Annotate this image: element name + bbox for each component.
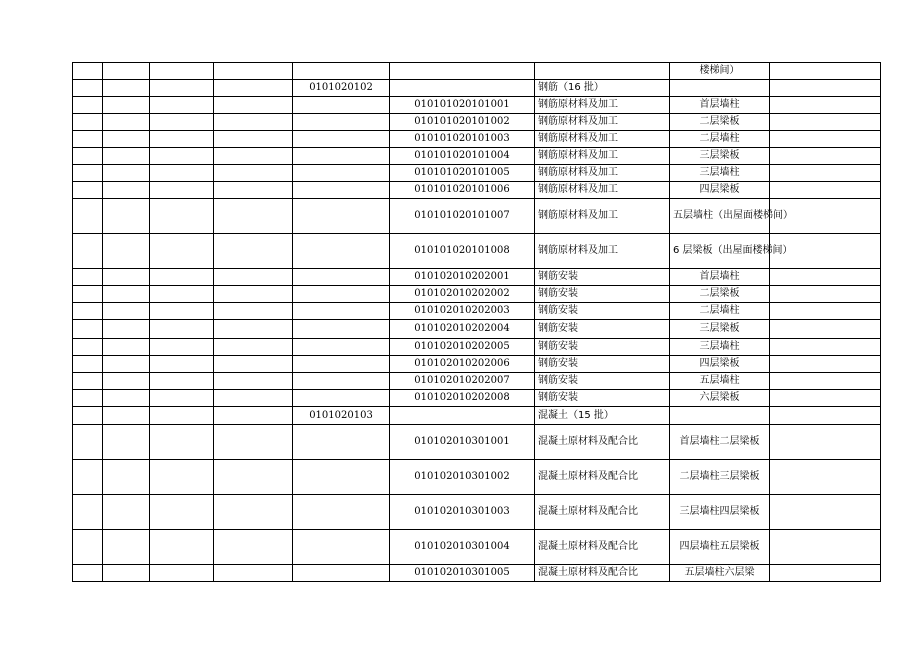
blank-cell-8 <box>770 530 881 565</box>
blank-cell-0 <box>73 63 103 80</box>
blank-cell-8 <box>770 356 881 373</box>
blank-cell-0 <box>73 303 103 320</box>
blank-cell-1 <box>103 530 150 565</box>
blank-cell-1 <box>103 303 150 320</box>
blank-cell-2 <box>150 182 214 199</box>
blank-cell-2 <box>150 80 214 97</box>
blank-cell-1 <box>103 356 150 373</box>
blank-cell-0 <box>73 148 103 165</box>
blank-cell-2 <box>150 131 214 148</box>
blank-cell-1 <box>103 63 150 80</box>
table-row <box>73 148 881 165</box>
blank-cell-8 <box>770 460 881 495</box>
batch-name: 钢筋安装 <box>535 373 670 390</box>
table-row <box>73 234 881 269</box>
batch-location: 楼梯间） <box>670 63 770 80</box>
batch-name: 混凝土（15 批） <box>535 407 670 425</box>
blank-cell-3 <box>214 390 293 407</box>
batch-code <box>390 80 535 97</box>
table-row <box>73 373 881 390</box>
batch-name <box>535 63 670 80</box>
table-row <box>73 165 881 182</box>
batch-name: 钢筋原材料及加工 <box>535 114 670 131</box>
blank-cell-8 <box>770 80 881 97</box>
sub-item-code: 0101020102 <box>293 80 390 97</box>
blank-cell-8 <box>770 182 881 199</box>
blank-cell-1 <box>103 148 150 165</box>
blank-cell-0 <box>73 530 103 565</box>
table-row <box>73 495 881 530</box>
table-row <box>73 114 881 131</box>
sub-item-code <box>293 390 390 407</box>
batch-code: 010102010301004 <box>390 530 535 565</box>
blank-cell-8 <box>770 565 881 582</box>
batch-location: 四层墙柱五层梁板 <box>670 530 770 565</box>
batch-name: 钢筋原材料及加工 <box>535 148 670 165</box>
blank-cell-3 <box>214 425 293 460</box>
blank-cell-0 <box>73 495 103 530</box>
blank-cell-2 <box>150 165 214 182</box>
blank-cell-0 <box>73 373 103 390</box>
sub-item-code <box>293 356 390 373</box>
batch-name: 混凝土原材料及配合比 <box>535 425 670 460</box>
blank-cell-2 <box>150 234 214 269</box>
blank-cell-1 <box>103 131 150 148</box>
blank-cell-2 <box>150 303 214 320</box>
blank-cell-0 <box>73 565 103 582</box>
blank-cell-0 <box>73 97 103 114</box>
batch-code: 010102010202005 <box>390 339 535 356</box>
batch-code: 010102010301003 <box>390 495 535 530</box>
blank-cell-3 <box>214 339 293 356</box>
batch-location: 三层梁板 <box>670 148 770 165</box>
batch-code: 010101020101005 <box>390 165 535 182</box>
blank-cell-0 <box>73 320 103 339</box>
blank-cell-3 <box>214 114 293 131</box>
batch-location: 六层梁板 <box>670 390 770 407</box>
blank-cell-1 <box>103 165 150 182</box>
table-row <box>73 63 881 80</box>
batch-location: 二层墙柱 <box>670 131 770 148</box>
sub-item-code <box>293 148 390 165</box>
table-row <box>73 286 881 303</box>
batch-name: 钢筋原材料及加工 <box>535 234 670 269</box>
table-row <box>73 80 881 97</box>
blank-cell-0 <box>73 234 103 269</box>
table-row <box>73 97 881 114</box>
blank-cell-0 <box>73 131 103 148</box>
blank-cell-1 <box>103 460 150 495</box>
batch-name: 钢筋安装 <box>535 320 670 339</box>
table-row <box>73 320 881 339</box>
batch-location <box>670 407 770 425</box>
table-row <box>73 199 881 234</box>
blank-cell-0 <box>73 269 103 286</box>
blank-cell-0 <box>73 356 103 373</box>
sub-item-code <box>293 286 390 303</box>
batch-name: 混凝土原材料及配合比 <box>535 565 670 582</box>
blank-cell-1 <box>103 373 150 390</box>
blank-cell-1 <box>103 425 150 460</box>
batch-code: 010101020101001 <box>390 97 535 114</box>
blank-cell-2 <box>150 565 214 582</box>
batch-name: 钢筋安装 <box>535 286 670 303</box>
blank-cell-3 <box>214 495 293 530</box>
batch-code: 010102010202007 <box>390 373 535 390</box>
batch-name: 混凝土原材料及配合比 <box>535 495 670 530</box>
sub-item-code <box>293 234 390 269</box>
batch-location: 二层墙柱三层梁板 <box>670 460 770 495</box>
table-body <box>73 63 881 582</box>
sub-item-code <box>293 373 390 390</box>
blank-cell-3 <box>214 80 293 97</box>
batch-location: 首层墙柱 <box>670 97 770 114</box>
blank-cell-0 <box>73 460 103 495</box>
batch-location: 二层梁板 <box>670 114 770 131</box>
blank-cell-2 <box>150 356 214 373</box>
batch-name: 钢筋原材料及加工 <box>535 199 670 234</box>
blank-cell-8 <box>770 495 881 530</box>
blank-cell-8 <box>770 339 881 356</box>
blank-cell-3 <box>214 460 293 495</box>
batch-name: 钢筋安装 <box>535 390 670 407</box>
blank-cell-1 <box>103 199 150 234</box>
blank-cell-2 <box>150 148 214 165</box>
batch-code: 010101020101004 <box>390 148 535 165</box>
batch-name: 钢筋安装 <box>535 303 670 320</box>
table-row <box>73 269 881 286</box>
blank-cell-1 <box>103 390 150 407</box>
sub-item-code <box>293 182 390 199</box>
blank-cell-8 <box>770 114 881 131</box>
sub-item-code <box>293 460 390 495</box>
blank-cell-3 <box>214 373 293 390</box>
batch-name: 钢筋安装 <box>535 269 670 286</box>
blank-cell-3 <box>214 234 293 269</box>
blank-cell-1 <box>103 495 150 530</box>
blank-cell-0 <box>73 286 103 303</box>
batch-location <box>670 80 770 97</box>
blank-cell-8 <box>770 165 881 182</box>
blank-cell-3 <box>214 565 293 582</box>
blank-cell-8 <box>770 286 881 303</box>
sub-item-code <box>293 114 390 131</box>
blank-cell-0 <box>73 114 103 131</box>
batch-code: 010102010202008 <box>390 390 535 407</box>
batch-code: 010101020101006 <box>390 182 535 199</box>
blank-cell-1 <box>103 339 150 356</box>
blank-cell-8 <box>770 407 881 425</box>
blank-cell-1 <box>103 286 150 303</box>
batch-location: 三层墙柱四层梁板 <box>670 495 770 530</box>
blank-cell-1 <box>103 565 150 582</box>
batch-name: 钢筋原材料及加工 <box>535 165 670 182</box>
blank-cell-3 <box>214 199 293 234</box>
blank-cell-8 <box>770 320 881 339</box>
batch-code <box>390 63 535 80</box>
batch-name: 钢筋原材料及加工 <box>535 131 670 148</box>
batch-location: 6 层梁板（出屋面楼梯间） <box>670 234 770 269</box>
blank-cell-8 <box>770 303 881 320</box>
blank-cell-2 <box>150 199 214 234</box>
table-row <box>73 131 881 148</box>
batch-name: 钢筋原材料及加工 <box>535 182 670 199</box>
blank-cell-1 <box>103 234 150 269</box>
inspection-batch-table <box>72 62 881 582</box>
batch-name: 钢筋（16 批） <box>535 80 670 97</box>
sub-item-code <box>293 165 390 182</box>
blank-cell-3 <box>214 63 293 80</box>
table-row <box>73 460 881 495</box>
blank-cell-3 <box>214 286 293 303</box>
blank-cell-3 <box>214 356 293 373</box>
batch-location: 二层梁板 <box>670 286 770 303</box>
sub-item-code <box>293 269 390 286</box>
blank-cell-0 <box>73 425 103 460</box>
blank-cell-2 <box>150 373 214 390</box>
batch-location: 三层梁板 <box>670 320 770 339</box>
blank-cell-2 <box>150 530 214 565</box>
sub-item-code <box>293 565 390 582</box>
blank-cell-2 <box>150 286 214 303</box>
sub-item-code <box>293 131 390 148</box>
sub-item-code <box>293 97 390 114</box>
sub-item-code <box>293 63 390 80</box>
blank-cell-3 <box>214 303 293 320</box>
blank-cell-2 <box>150 339 214 356</box>
blank-cell-8 <box>770 148 881 165</box>
table-row <box>73 390 881 407</box>
batch-code: 010102010202006 <box>390 356 535 373</box>
blank-cell-8 <box>770 63 881 80</box>
batch-location: 二层墙柱 <box>670 303 770 320</box>
sub-item-code <box>293 495 390 530</box>
batch-code: 010102010202004 <box>390 320 535 339</box>
sub-item-code: 0101020103 <box>293 407 390 425</box>
blank-cell-8 <box>770 390 881 407</box>
blank-cell-3 <box>214 97 293 114</box>
blank-cell-2 <box>150 97 214 114</box>
batch-code: 010102010301001 <box>390 425 535 460</box>
blank-cell-1 <box>103 80 150 97</box>
blank-cell-2 <box>150 495 214 530</box>
batch-name: 钢筋安装 <box>535 356 670 373</box>
sub-item-code <box>293 303 390 320</box>
batch-location: 五层墙柱 <box>670 373 770 390</box>
blank-cell-8 <box>770 425 881 460</box>
blank-cell-2 <box>150 63 214 80</box>
blank-cell-3 <box>214 269 293 286</box>
batch-name: 钢筋安装 <box>535 339 670 356</box>
blank-cell-1 <box>103 269 150 286</box>
blank-cell-2 <box>150 269 214 286</box>
table-row <box>73 303 881 320</box>
batch-location: 三层墙柱 <box>670 165 770 182</box>
blank-cell-0 <box>73 80 103 97</box>
blank-cell-2 <box>150 425 214 460</box>
table-row <box>73 530 881 565</box>
batch-location: 四层梁板 <box>670 356 770 373</box>
blank-cell-3 <box>214 530 293 565</box>
batch-name: 钢筋原材料及加工 <box>535 97 670 114</box>
blank-cell-0 <box>73 390 103 407</box>
sub-item-code <box>293 339 390 356</box>
batch-name: 混凝土原材料及配合比 <box>535 530 670 565</box>
batch-code: 010102010202002 <box>390 286 535 303</box>
blank-cell-1 <box>103 320 150 339</box>
batch-code: 010101020101003 <box>390 131 535 148</box>
blank-cell-3 <box>214 131 293 148</box>
batch-code: 010102010202003 <box>390 303 535 320</box>
blank-cell-1 <box>103 114 150 131</box>
table-row <box>73 182 881 199</box>
blank-cell-8 <box>770 269 881 286</box>
blank-cell-0 <box>73 339 103 356</box>
table-row <box>73 407 881 425</box>
blank-cell-1 <box>103 182 150 199</box>
batch-name: 混凝土原材料及配合比 <box>535 460 670 495</box>
batch-location: 首层墙柱二层梁板 <box>670 425 770 460</box>
blank-cell-0 <box>73 165 103 182</box>
blank-cell-2 <box>150 407 214 425</box>
batch-location: 四层梁板 <box>670 182 770 199</box>
blank-cell-3 <box>214 165 293 182</box>
blank-cell-3 <box>214 148 293 165</box>
sub-item-code <box>293 425 390 460</box>
blank-cell-8 <box>770 373 881 390</box>
batch-location: 首层墙柱 <box>670 269 770 286</box>
table-row <box>73 339 881 356</box>
blank-cell-3 <box>214 407 293 425</box>
batch-location: 三层墙柱 <box>670 339 770 356</box>
blank-cell-8 <box>770 97 881 114</box>
blank-cell-2 <box>150 390 214 407</box>
batch-location: 五层墙柱六层梁 <box>670 565 770 582</box>
blank-cell-2 <box>150 320 214 339</box>
batch-location: 五层墙柱（出屋面楼梯间） <box>670 199 770 234</box>
table-row <box>73 425 881 460</box>
sub-item-code <box>293 199 390 234</box>
batch-code: 010102010301005 <box>390 565 535 582</box>
batch-code: 010102010202001 <box>390 269 535 286</box>
blank-cell-2 <box>150 460 214 495</box>
blank-cell-3 <box>214 182 293 199</box>
batch-code: 010102010301002 <box>390 460 535 495</box>
blank-cell-0 <box>73 407 103 425</box>
blank-cell-8 <box>770 131 881 148</box>
batch-code: 010101020101008 <box>390 234 535 269</box>
sub-item-code <box>293 530 390 565</box>
table-row <box>73 565 881 582</box>
blank-cell-1 <box>103 407 150 425</box>
blank-cell-1 <box>103 97 150 114</box>
blank-cell-3 <box>214 320 293 339</box>
blank-cell-0 <box>73 182 103 199</box>
sub-item-code <box>293 320 390 339</box>
table-row <box>73 356 881 373</box>
blank-cell-2 <box>150 114 214 131</box>
batch-code <box>390 407 535 425</box>
batch-code: 010101020101002 <box>390 114 535 131</box>
batch-code: 010101020101007 <box>390 199 535 234</box>
blank-cell-0 <box>73 199 103 234</box>
